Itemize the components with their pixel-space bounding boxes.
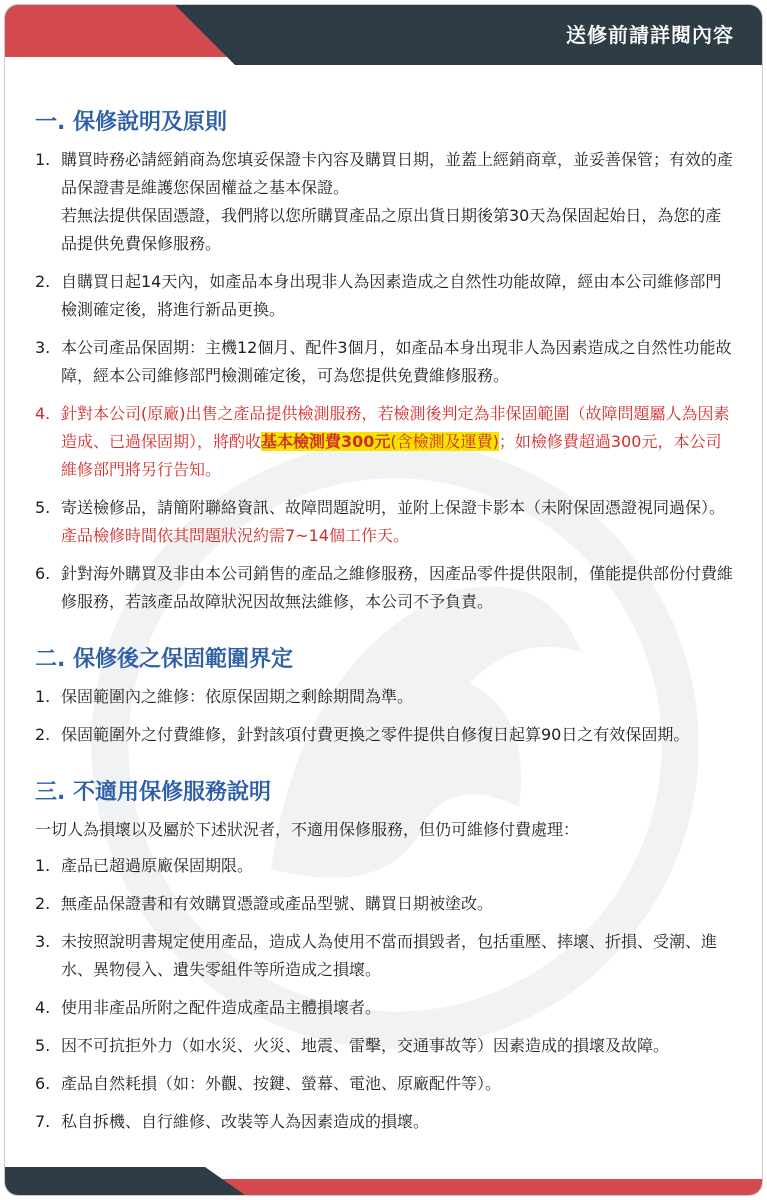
exclusions-intro: 一切人為損壞以及屬於下述狀況者，不適用保修服務，但仍可維修付費處理： — [35, 820, 580, 839]
item-text-part: 寄送檢修品，請簡附聯絡資訊、故障問題說明，並附上保證卡影本（未附保固憑證視同過保）。 — [61, 498, 726, 517]
list-item — [35, 268, 735, 324]
list-item — [35, 334, 735, 390]
list-item — [35, 683, 735, 711]
list-item — [35, 721, 735, 749]
list-item — [35, 1032, 735, 1060]
item-text: 產品自然耗損（如：外觀、按鍵、螢幕、電池、原廠配件等）。 — [61, 1074, 502, 1093]
item-number: 2. — [35, 725, 51, 744]
item-text: 因不可抗拒外力（如水災、火災、地震、雷擊，交通事故等）因素造成的損壞及故障。 — [61, 1036, 670, 1055]
item-number: 4. — [35, 404, 51, 423]
item-text-part: ；如檢修費超過300元，本公司維修部門將另行告知。 — [61, 432, 722, 479]
inspection-fee-bold: 基本檢測費300元 — [261, 432, 391, 451]
item-number: 6. — [35, 1074, 51, 1093]
item-text: 自購買日起14天內，如產品本身出現非人為因素造成之自然性功能故障，經由本公司維修部門檢測確定後，將進行新品更換。 — [61, 272, 722, 319]
item-number: 7. — [35, 1112, 51, 1131]
item-number: 3. — [35, 932, 51, 951]
list-item — [35, 994, 735, 1022]
item-text-continued: 若無法提供保固憑證，我們將以您所購買產品之原出貨日期後第30天為保固起始日，為您的產品提供免費保修服務。 — [61, 206, 722, 253]
list-item — [35, 1108, 735, 1136]
inspection-fee-highlight — [261, 432, 499, 451]
item-text-part: 針對本公司(原廠)出售之產品提供檢測服務，若檢測後判定為非保固範圍（故障問題屬人為因素造成、已過保固期），將酌收 — [61, 404, 730, 451]
item-number: 6. — [35, 564, 51, 583]
section-exclusions-title: 三. 不適用保修服務說明 — [35, 780, 272, 805]
item-text: 針對海外購買及非由本公司銷售的產品之維修服務，因產品零件提供限制，僅能提供部份付費維修服務，若該產品故障狀況因故無法維修，本公司不予負責。 — [61, 564, 734, 611]
list-item — [35, 1070, 735, 1098]
item-number: 5. — [35, 1036, 51, 1055]
item-text: 保固範圍內之維修：依原保固期之剩餘期間為準。 — [61, 687, 414, 706]
footer-red-stripe — [195, 1179, 763, 1195]
item-text: 保固範圍外之付費維修，針對該項付費更換之零件提供自修復日起算90日之有效保固期。 — [61, 725, 690, 744]
list-item — [35, 146, 735, 258]
page-frame — [4, 4, 763, 1196]
item-text: 私自拆機、自行維修、改裝等人為因素造成的損壞。 — [61, 1112, 430, 1131]
item-text — [61, 400, 735, 484]
list-item-inspection-fee — [35, 400, 735, 484]
list-item — [35, 560, 735, 616]
item-number: 2. — [35, 894, 51, 913]
inspection-fee-note: (含檢測及運費) — [390, 432, 499, 451]
item-number: 4. — [35, 998, 51, 1017]
header-title: 送修前請詳閱內容 — [566, 23, 734, 47]
list-item — [35, 494, 735, 550]
item-text: 未按照說明書規定使用產品，造成人為使用不當而損毀者，包括重壓、摔壞、折損、受潮、進水、異物侵入、遺失零組件等所造成之損壞。 — [61, 932, 718, 979]
list-item — [35, 852, 735, 880]
item-text: 本公司產品保固期：主機12個月、配件3個月，如產品本身出現非人為因素造成之自然性功能故障，經本公司維修部門檢測確定後，可為您提供免費維修服務。 — [61, 338, 732, 385]
footer-dark-band — [5, 1167, 245, 1195]
list-item — [35, 890, 735, 918]
item-number: 5. — [35, 498, 51, 517]
item-text: 購買時務必請經銷商為您填妥保證卡內容及購買日期，並蓋上經銷商章，並妥善保管；有效的產品保證書是維護您保固權益之基本保證。 — [61, 150, 734, 197]
item-text: 使用非產品所附之配件造成產品主體損壞者。 — [61, 998, 382, 1017]
item-number: 1. — [35, 150, 51, 169]
section-warranty-principles-title: 一. 保修說明及原則 — [35, 110, 228, 135]
item-text: 無產品保證書和有效購買憑證或產品型號、購買日期被塗改。 — [61, 894, 494, 913]
item-number: 2. — [35, 272, 51, 291]
repair-time-notice: 產品檢修時間依其問題狀況約需7~14個工作天。 — [61, 526, 409, 545]
item-number: 1. — [35, 856, 51, 875]
item-text — [61, 494, 735, 550]
item-number: 1. — [35, 687, 51, 706]
list-item — [35, 928, 735, 984]
section-warranty-scope-title: 二. 保修後之保固範圍界定 — [35, 647, 294, 672]
item-number: 3. — [35, 338, 51, 357]
main-content — [35, 105, 735, 1146]
item-text: 產品已超過原廠保固期限。 — [61, 856, 254, 875]
